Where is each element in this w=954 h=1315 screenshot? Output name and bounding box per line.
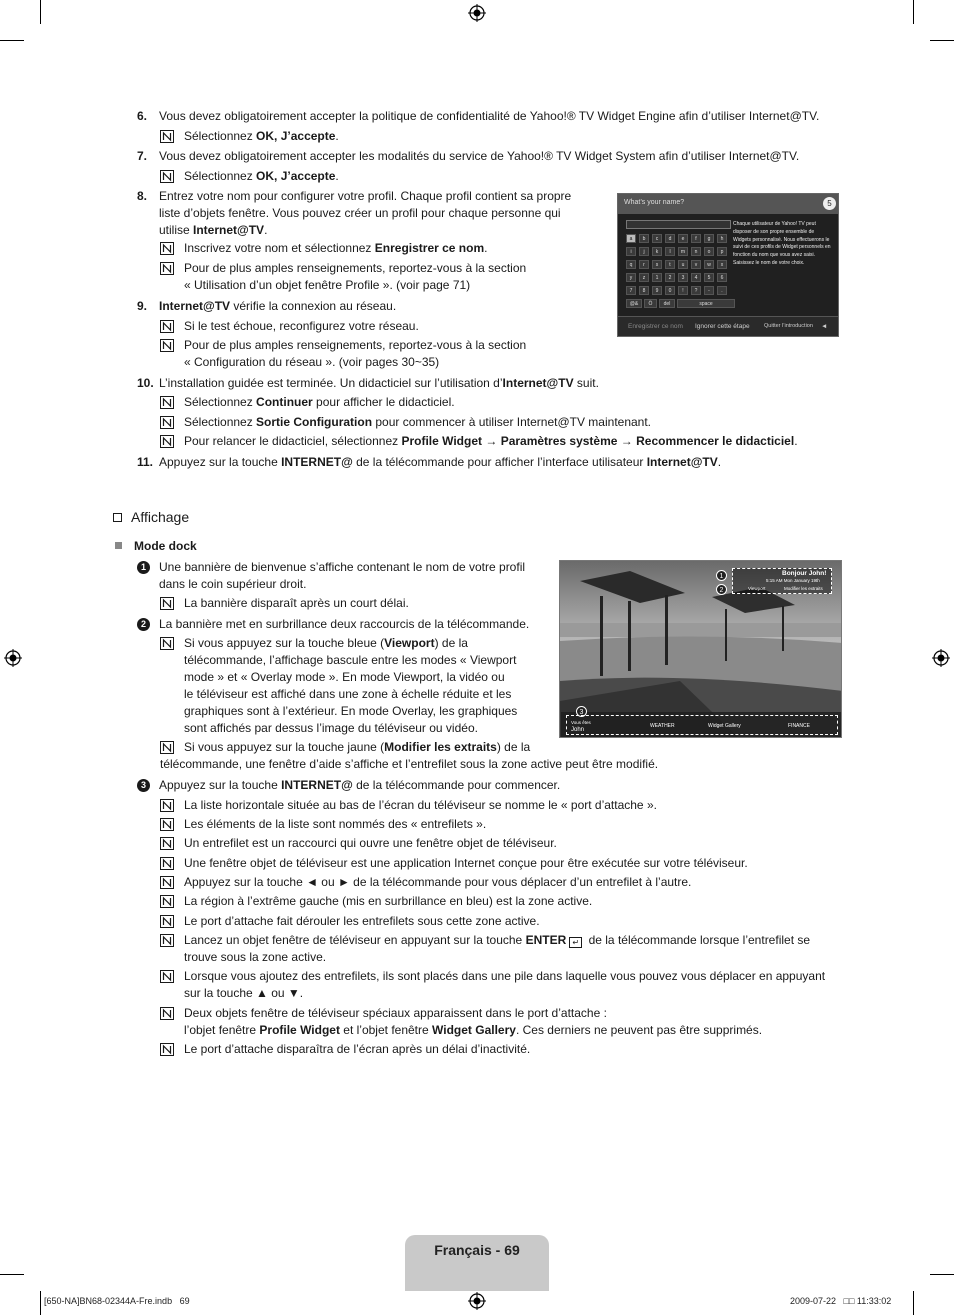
keyboard-key[interactable]: ? bbox=[691, 286, 701, 295]
keyboard-key[interactable]: 9 bbox=[652, 286, 662, 295]
keyboard-key[interactable]: 7 bbox=[626, 286, 636, 295]
keyboard-key[interactable]: q bbox=[626, 260, 636, 269]
registration-mark-icon bbox=[468, 4, 486, 22]
keyboard-key[interactable]: 6 bbox=[717, 273, 727, 282]
keyboard-key[interactable]: j bbox=[639, 247, 649, 256]
crop-mark bbox=[930, 40, 954, 41]
note: Lorsque vous ajoutez des entrefilets, ils sont placés dans une pile dans laquelle vous pouvez vous déplacer en appuyant sur la touche ▲ ou ▼. bbox=[160, 968, 860, 1002]
registration-mark-icon bbox=[468, 1292, 486, 1310]
note-icon bbox=[160, 339, 174, 352]
note-icon bbox=[160, 741, 174, 754]
number-marker: 1 bbox=[137, 561, 150, 574]
step-badge: 5 bbox=[823, 197, 836, 210]
save-name-button[interactable]: Enregistrer ce nom bbox=[628, 323, 683, 330]
keyboard-key[interactable]: z bbox=[639, 273, 649, 282]
profile-label: Vous êtes bbox=[571, 720, 591, 725]
section-title: Affichage bbox=[113, 509, 189, 525]
keyboard-key[interactable]: Ö bbox=[644, 299, 657, 308]
datetime-text: 5:15 AM Mon January 19th bbox=[766, 578, 820, 583]
keyboard-key[interactable]: 2 bbox=[665, 273, 675, 282]
keyboard-key[interactable]: 5 bbox=[704, 273, 714, 282]
marker-3: 3 bbox=[576, 706, 587, 717]
keyboard-key[interactable]: s bbox=[652, 260, 662, 269]
marker-1: 1 bbox=[716, 570, 727, 581]
back-arrow-icon: ◄ bbox=[821, 323, 828, 330]
note-icon bbox=[160, 876, 174, 889]
dock-widget-finance[interactable]: FINANCE bbox=[788, 723, 810, 729]
keyboard-key[interactable]: x bbox=[717, 260, 727, 269]
step-number: 11. bbox=[137, 455, 154, 469]
keyboard-key[interactable]: f bbox=[691, 234, 701, 243]
help-text: Chaque utilisateur de Yahoo! TV peut disposer de son propre ensemble de Widgets personnalisé. Nous effectuerons le suivi de ces profils de Widget personnels en fonction du nom que vous avez saisi. Saisissez le nom de votre choix. bbox=[733, 221, 831, 266]
note-icon bbox=[160, 396, 174, 409]
keyboard-key[interactable]: 3 bbox=[678, 273, 688, 282]
name-entry-screenshot bbox=[617, 193, 839, 337]
page-number: Français - 69 bbox=[434, 1242, 520, 1258]
keyboard-key[interactable]: p bbox=[717, 247, 727, 256]
dock-item-1: 1 Une bannière de bienvenue s’affiche contenant le nom de votre profil dans le coin supérieur droit. bbox=[137, 559, 547, 595]
keyboard-key[interactable]: a bbox=[626, 234, 636, 243]
note-icon bbox=[160, 170, 174, 183]
keyboard-key[interactable]: g bbox=[704, 234, 714, 243]
page-number-tab bbox=[405, 1235, 549, 1291]
note-icon bbox=[160, 818, 174, 831]
skip-step-button[interactable]: Ignorer cette étape bbox=[695, 323, 750, 330]
crop-mark bbox=[913, 1291, 914, 1315]
note-icon bbox=[160, 915, 174, 928]
marker-2: 2 bbox=[716, 584, 727, 595]
note-icon bbox=[160, 637, 174, 650]
step-number: 8. bbox=[137, 189, 148, 203]
viewport-shortcut: Viewport bbox=[748, 586, 766, 591]
crop-mark bbox=[40, 0, 41, 24]
note-icon bbox=[160, 970, 174, 983]
note: Deux objets fenêtre de téléviseur spéciaux apparaissent dans le port d’attache : l’objet fenêtre Profile Widget et l’objet fenêtre Widget Gallery. Ces derniers ne peuvent pas être supprimés. bbox=[160, 1005, 860, 1039]
step-8: 8. Entrez votre nom pour configurer votre profil. Chaque profil contient sa propre liste d’objets fenêtre. Vous pouvez créer un profil pour chaque personne qui utilise Internet@TV. bbox=[137, 189, 572, 237]
note-icon bbox=[160, 1007, 174, 1020]
keyboard-key[interactable]: h bbox=[717, 234, 727, 243]
keyboard-key[interactable]: del bbox=[659, 299, 675, 308]
number-marker: 3 bbox=[137, 779, 150, 792]
registration-mark-icon bbox=[932, 649, 950, 667]
keyboard-key[interactable]: l bbox=[665, 247, 675, 256]
keyboard-key[interactable]: t bbox=[665, 260, 675, 269]
keyboard-key[interactable]: u bbox=[678, 260, 688, 269]
date-slug: 2009-07-22 □□ 11:33:02 bbox=[790, 1296, 892, 1306]
note-icon bbox=[160, 837, 174, 850]
note: Pour de plus amples renseignements, reportez-vous à la section « Configuration du réseau ». (voir pages 30~35) bbox=[160, 337, 600, 371]
note-icon bbox=[160, 130, 174, 143]
dock-mode-screenshot bbox=[559, 560, 842, 738]
keyboard-key[interactable]: 0 bbox=[665, 286, 675, 295]
keyboard-key[interactable]: ! bbox=[678, 286, 688, 295]
keyboard-key[interactable]: - bbox=[704, 286, 714, 295]
step-number: 10. bbox=[137, 376, 154, 390]
keyboard-key[interactable]: r bbox=[639, 260, 649, 269]
keyboard-key[interactable]: c bbox=[652, 234, 662, 243]
dialog-header bbox=[618, 194, 838, 214]
keyboard-key[interactable]: d bbox=[665, 234, 675, 243]
note-icon bbox=[160, 597, 174, 610]
keyboard-key[interactable]: w bbox=[704, 260, 714, 269]
step-text: Vous devez obligatoirement accepter la politique de confidentialité de Yahoo!® TV Widget Engine afin d’utiliser Internet@TV. bbox=[159, 109, 820, 123]
note: Si vous appuyez sur la touche jaune (Modifier les extraits) de la télécommande, une fenêtre d’aide s’affiche et l’entrefilet sous la zone active peut être modifié. bbox=[160, 740, 659, 771]
crop-mark bbox=[0, 40, 24, 41]
step-number: 6. bbox=[137, 109, 148, 123]
note-icon bbox=[160, 857, 174, 870]
keyboard-key[interactable]: @& bbox=[626, 299, 642, 308]
crop-mark bbox=[913, 0, 914, 24]
checkbox-icon bbox=[113, 513, 122, 522]
keyboard-key[interactable]: y bbox=[626, 273, 636, 282]
keyboard-key[interactable]: v bbox=[691, 260, 701, 269]
note-icon bbox=[160, 262, 174, 275]
note-icon bbox=[160, 934, 174, 947]
quit-intro-button[interactable]: Quitter l’introduction bbox=[764, 323, 813, 329]
square-bullet-icon bbox=[115, 542, 122, 549]
crop-mark bbox=[40, 1291, 41, 1315]
keyboard-key[interactable]: e bbox=[678, 234, 688, 243]
edit-snippets-shortcut: Modifier les extraits bbox=[784, 586, 823, 591]
crop-mark bbox=[930, 1274, 954, 1275]
keyboard-key[interactable]: . bbox=[717, 286, 727, 295]
keyboard-key[interactable]: space bbox=[677, 299, 735, 308]
crop-mark bbox=[0, 1274, 24, 1275]
step-number: 7. bbox=[137, 149, 148, 163]
note: Lancez un objet fenêtre de téléviseur en appuyant sur la touche ENTER ↵ de la télécommande lorsque l’entrefilet se trouve sous la zone active. bbox=[160, 932, 860, 966]
enter-key-icon: ↵ bbox=[569, 937, 582, 948]
step-text: Vous devez obligatoirement accepter les modalités du service de Yahoo!® TV Widget System afin d’utiliser Internet@TV. bbox=[159, 149, 800, 163]
file-slug: [650-NA]BN68-02344A-Fre.indb 69 bbox=[44, 1296, 190, 1306]
note-icon bbox=[160, 320, 174, 333]
note: Pour de plus amples renseignements, reportez-vous à la section « Utilisation d’un objet fenêtre Profile ». (voir page 71) bbox=[160, 260, 600, 294]
keyboard-key[interactable]: 1 bbox=[652, 273, 662, 282]
number-marker: 2 bbox=[137, 618, 150, 631]
name-input[interactable] bbox=[626, 220, 731, 229]
profile-name: John bbox=[571, 727, 585, 733]
note-icon bbox=[160, 1043, 174, 1056]
dock-widget-gallery[interactable]: Widget Gallery bbox=[708, 723, 741, 729]
note-icon bbox=[160, 416, 174, 429]
dialog-buttons bbox=[618, 316, 838, 336]
keyboard-key[interactable]: m bbox=[678, 247, 688, 256]
note-icon bbox=[160, 435, 174, 448]
step-number: 9. bbox=[137, 299, 148, 313]
keyboard-key[interactable]: b bbox=[639, 234, 649, 243]
keyboard-key[interactable]: k bbox=[652, 247, 662, 256]
greeting-text: Bonjour John! bbox=[782, 570, 827, 577]
keyboard-key[interactable]: o bbox=[704, 247, 714, 256]
keyboard-key[interactable]: n bbox=[691, 247, 701, 256]
dock-widget-weather[interactable]: WEATHER bbox=[650, 723, 675, 729]
keyboard-key[interactable]: 8 bbox=[639, 286, 649, 295]
note: Si vous appuyez sur la touche bleue (Viewport) de la télécommande, l’affichage bascule entre les modes « Viewport mode » et « Overlay mode ». En mode Viewport, la vidéo ou le téléviseur est affiché dans une zone à échelle réduite et les graphiques sont à l’extérieur. En mode Overlay, les graphiques sont affichés par dessus l’image du téléviseur ou vidéo. bbox=[160, 635, 540, 739]
note-icon bbox=[160, 242, 174, 255]
keyboard-key[interactable]: 4 bbox=[691, 273, 701, 282]
note-icon bbox=[160, 799, 174, 812]
subsection-title: Mode dock bbox=[115, 539, 197, 553]
dialog-title: What’s your name? bbox=[624, 199, 685, 206]
registration-mark-icon bbox=[4, 649, 22, 667]
keyboard-key[interactable]: i bbox=[626, 247, 636, 256]
note-icon bbox=[160, 895, 174, 908]
